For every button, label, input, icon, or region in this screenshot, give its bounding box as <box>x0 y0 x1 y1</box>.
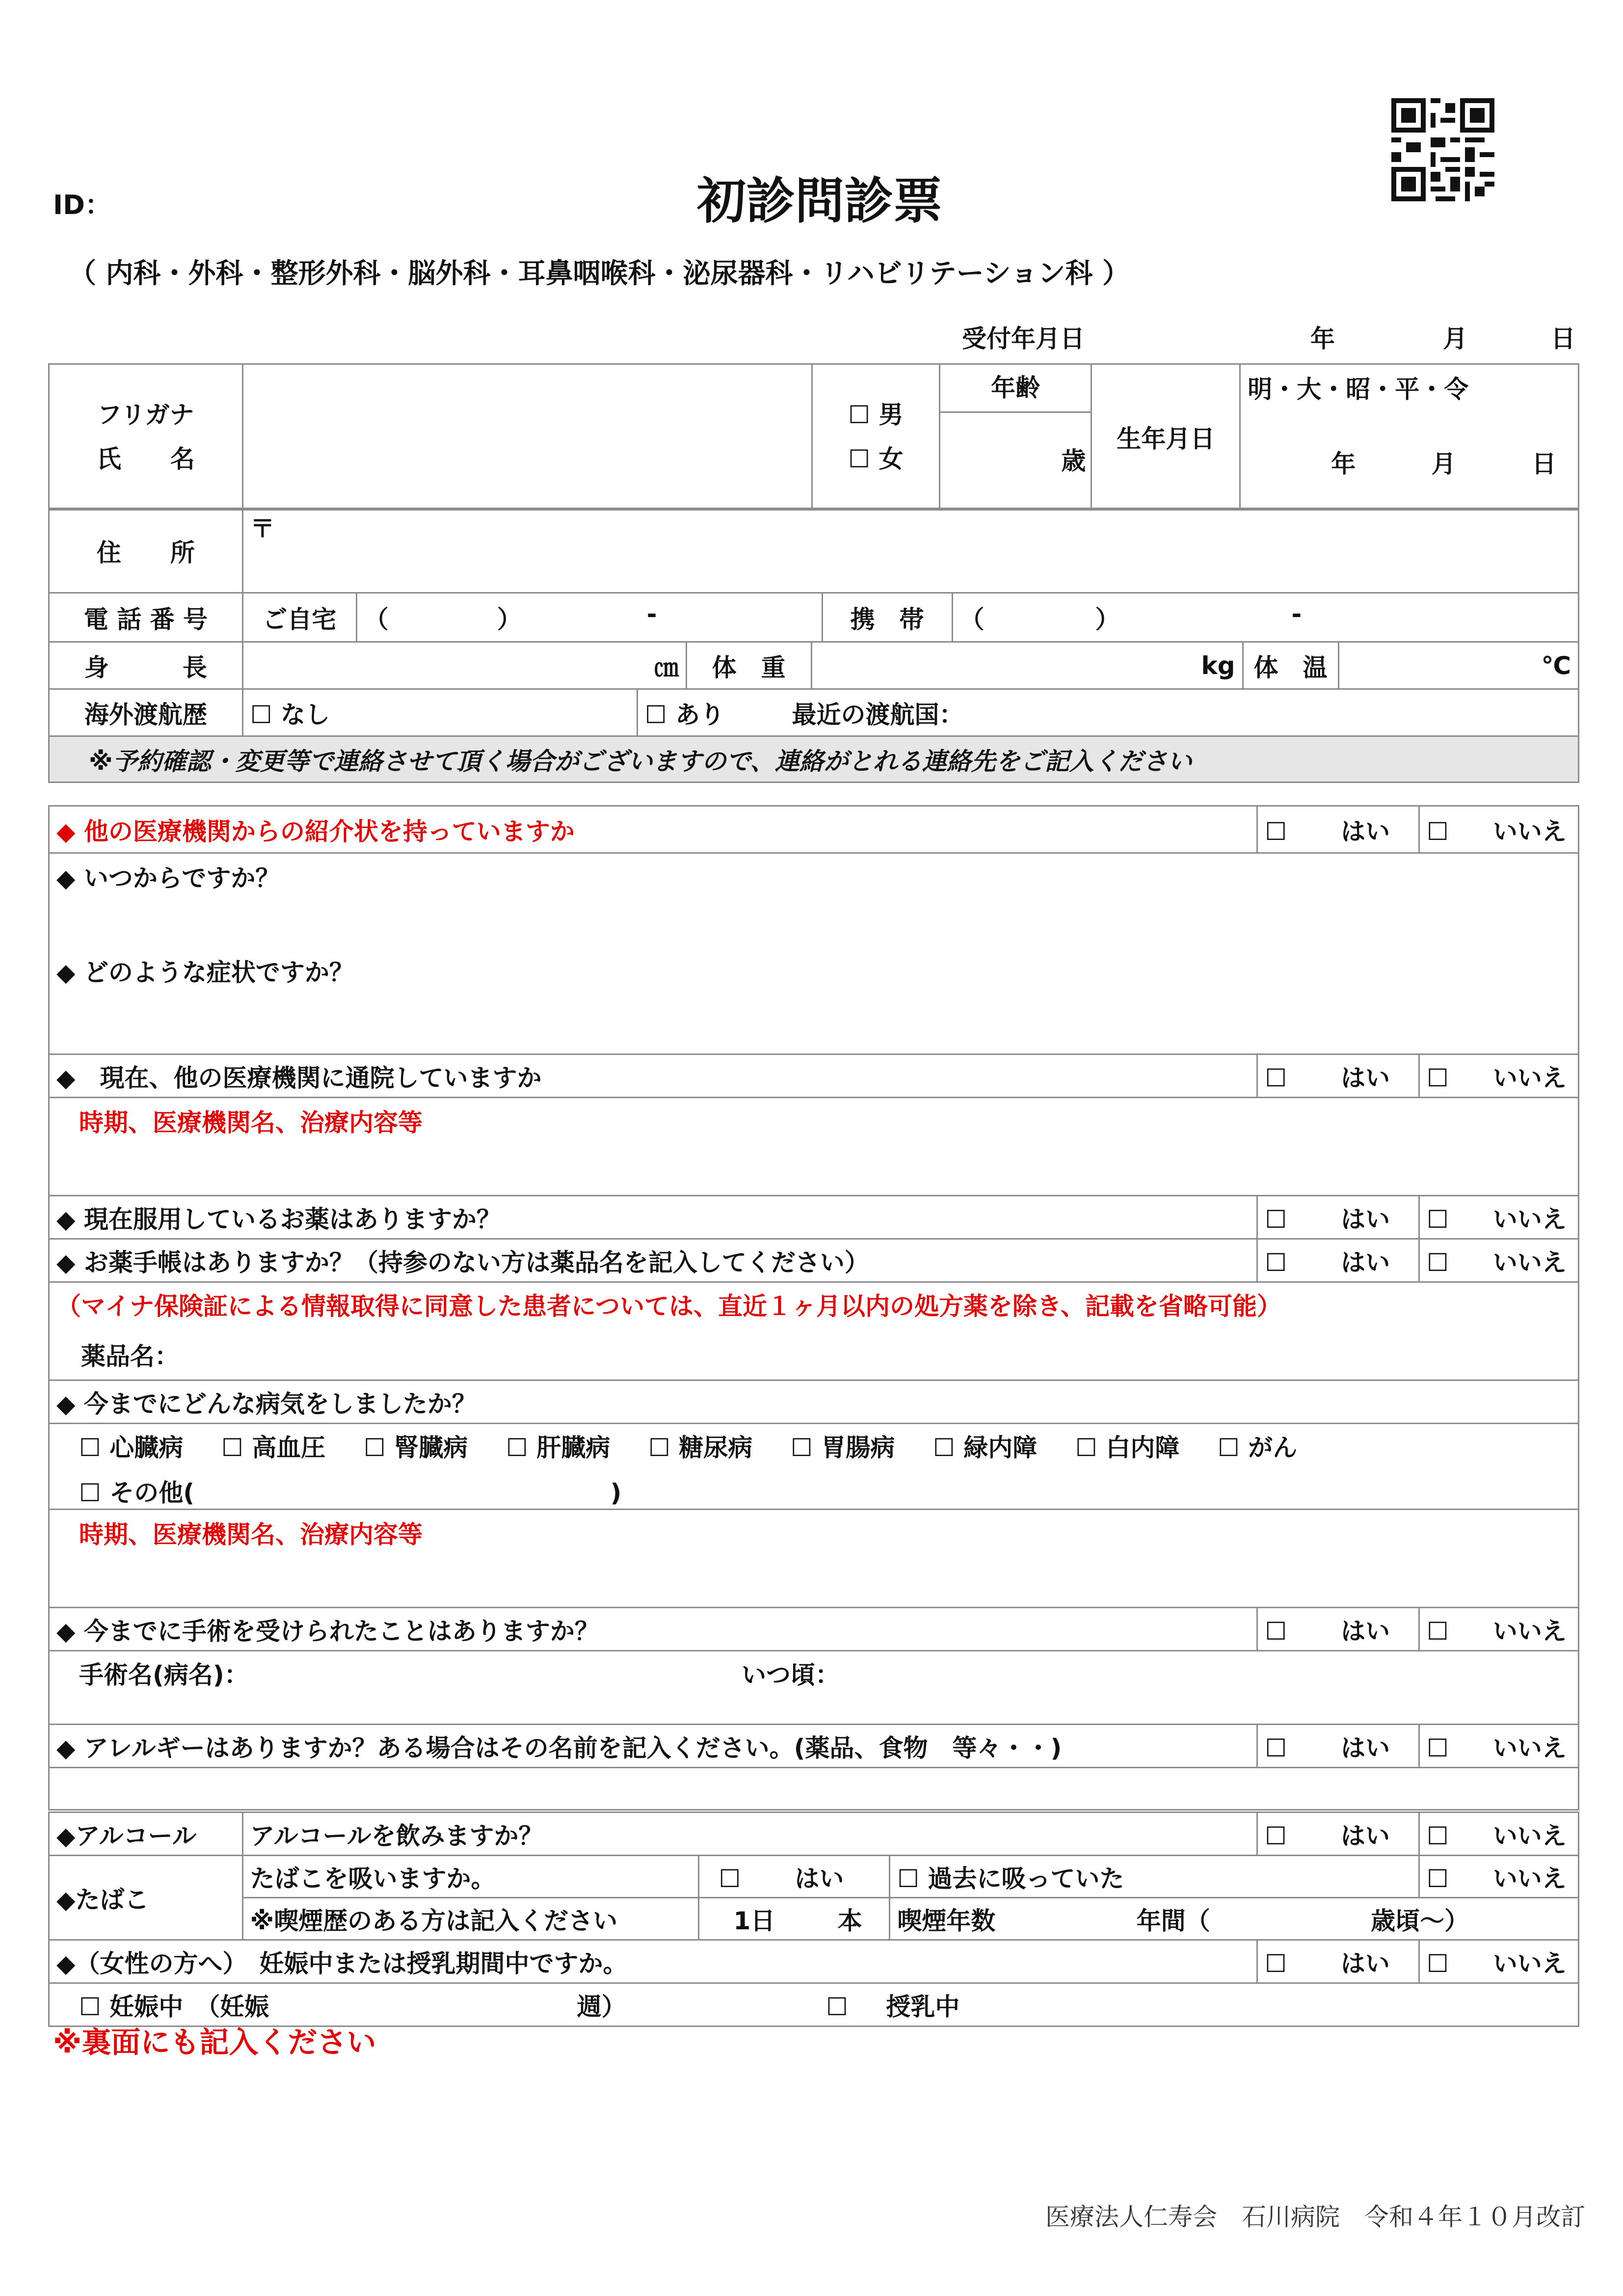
back-side-note: ※裏面にも記入ください <box>53 2026 376 2060</box>
illness-checkbox[interactable]: ☐ 腎臓病 <box>364 1433 468 1462</box>
temp-unit: ℃ <box>1541 651 1571 680</box>
qr-code-icon <box>1391 98 1494 201</box>
pregnancy-yes[interactable]: ☐ はい <box>1257 1940 1419 1983</box>
mobile-phone-field[interactable] <box>952 593 1578 642</box>
height-field[interactable] <box>242 642 686 689</box>
notebook-yes[interactable]: ☐ はい <box>1257 1239 1419 1282</box>
travel-none-checkbox[interactable]: ☐ なし <box>242 689 637 736</box>
travel-label: 海外渡航歴 <box>49 689 243 736</box>
temp-label: 体 温 <box>1243 642 1338 689</box>
weight-label: 体 重 <box>686 642 811 689</box>
weeks-label: 週） <box>577 1992 626 2021</box>
height-label: 身 長 <box>49 642 243 689</box>
other-clinic-yes[interactable]: ☐ はい <box>1257 1054 1419 1098</box>
q-pregnancy: ◆（女性の方へ） 妊娠中または授乳期間中ですか。 <box>49 1940 1257 1983</box>
birth-day: 日 <box>1531 450 1556 478</box>
q-since: ◆ いつからですか？ <box>56 864 280 892</box>
tobacco-label: ◆たばこ <box>49 1856 243 1940</box>
other-clinic-detail-label: 時期、医療機関名、治療内容等 <box>79 1108 423 1137</box>
surgery-detail-field[interactable] <box>49 1651 1579 1725</box>
home-dash: - <box>646 599 657 628</box>
mobile-dash: - <box>1291 599 1302 628</box>
mobile-paren-close: ） <box>1095 605 1120 634</box>
reception-month: 月 <box>1443 324 1467 353</box>
allergy-detail-field[interactable] <box>49 1768 1579 1810</box>
pregnancy-detail <box>49 1983 1579 2026</box>
id-label: ID： <box>53 189 111 220</box>
q-medication: ◆ 現在服用しているお薬はありますか？ <box>49 1196 1257 1239</box>
illness-checkbox[interactable]: ☐ 白内障 <box>1075 1433 1180 1462</box>
era-options[interactable]: 明・大・昭・平・令 <box>1248 375 1469 404</box>
address-field[interactable] <box>242 509 1578 593</box>
illness-checkbox[interactable]: ☐ 胃腸病 <box>791 1433 895 1462</box>
birth-year: 年 <box>1331 450 1356 478</box>
illness-detail-field[interactable] <box>49 1510 1579 1608</box>
mobile-label: 携 帯 <box>822 593 952 642</box>
tobacco-years-label: 喫煙年数 <box>897 1906 996 1935</box>
pregnant-checkbox[interactable]: ☐ 妊娠中 （妊娠 <box>79 1992 269 2021</box>
allergy-no[interactable]: ☐ いいえ <box>1419 1725 1579 1768</box>
illness-checkbox[interactable]: ☐ 心臓病 <box>79 1433 184 1462</box>
tobacco-note: ※喫煙歴のある方は記入ください <box>242 1898 698 1940</box>
tobacco-day-label: 1日 <box>733 1906 775 1935</box>
referral-yes[interactable]: ☐ はい <box>1257 806 1419 853</box>
phone-label: 電 話 番 号 <box>49 593 243 642</box>
address-table <box>48 508 1579 594</box>
q-illness: ◆ 今までにどんな病気をしましたか？ <box>49 1380 1579 1424</box>
patient-info-table <box>48 363 1579 511</box>
illness-options <box>49 1424 1579 1510</box>
sex-cell <box>812 364 939 510</box>
illness-checkbox[interactable]: ☐ 肝臓病 <box>506 1433 611 1462</box>
weight-field[interactable] <box>811 642 1243 689</box>
surgery-name-label: 手術名(病名)： <box>79 1661 249 1689</box>
tobacco-past-checkbox[interactable]: ☐ 過去に吸っていた <box>890 1856 1419 1898</box>
temp-field[interactable] <box>1338 642 1578 689</box>
hospital-footer: 医療法人仁寿会 石川病院 令和４年１０月改訂 <box>1045 2203 1585 2231</box>
allergy-yes[interactable]: ☐ はい <box>1257 1725 1419 1768</box>
reception-day: 日 <box>1551 324 1575 353</box>
age-label: 年齢 <box>940 365 1091 413</box>
mynumber-note: （マイナ保険証による情報取得に同意した患者については、直近１ヶ月以内の処方薬を除き、記載を省略可能） <box>56 1292 1281 1321</box>
surgery-when-label: いつ頃： <box>742 1661 840 1689</box>
address-label: 住 所 <box>49 509 243 593</box>
tobacco-years-unit: 年間（ <box>1136 1906 1210 1935</box>
tobacco-count-unit: 本 <box>837 1906 862 1935</box>
q-alcohol: アルコールを飲みますか？ <box>242 1812 1257 1856</box>
drug-name-field[interactable] <box>49 1282 1579 1380</box>
surgery-yes[interactable]: ☐ はい <box>1257 1608 1419 1651</box>
name-label-cell <box>49 364 243 510</box>
contact-table <box>48 592 1579 643</box>
birth-label: 生年月日 <box>1091 364 1240 510</box>
reception-label: 受付年月日 <box>962 324 1085 353</box>
alcohol-yes[interactable]: ☐ はい <box>1257 1812 1419 1856</box>
drug-name-label: 薬品名： <box>81 1342 179 1371</box>
questions-table <box>48 805 1579 1810</box>
travel-country-label: 最近の渡航国： <box>792 700 964 729</box>
name-label: 氏 名 <box>96 445 195 473</box>
illness-list <box>79 1428 1571 1463</box>
male-checkbox[interactable]: ☐ 男 <box>848 401 904 429</box>
q-other-clinic: ◆ 現在、他の医療機関に通院していますか <box>49 1054 1257 1098</box>
age-cell <box>939 364 1091 510</box>
medication-no[interactable]: ☐ いいえ <box>1419 1196 1579 1239</box>
home-label: ご自宅 <box>242 593 356 642</box>
page-title: 初診問診票 <box>697 172 942 230</box>
symptom-field[interactable] <box>49 853 1579 1054</box>
contact-note: ※予約確認・変更等で連絡させて頂く場合がございますので、連絡がとれる連絡先をご記入ください <box>49 736 1579 783</box>
nursing-label: 授乳中 <box>886 1992 960 2021</box>
female-checkbox[interactable]: ☐ 女 <box>848 445 904 473</box>
referral-no[interactable]: ☐ いいえ <box>1419 806 1579 853</box>
tobacco-years-field[interactable] <box>890 1898 1579 1940</box>
q-allergy: ◆ アレルギーはありますか？ある場合はその名前を記入ください。(薬品、食物 等々・・) <box>49 1725 1257 1768</box>
q-referral: ◆ 他の医療機関からの紹介状を持っていますか <box>49 806 1257 853</box>
height-unit: ㎝ <box>654 653 679 682</box>
home-paren-close: ） <box>497 605 522 634</box>
habits-table <box>48 1811 1579 2027</box>
other-clinic-detail-field[interactable] <box>49 1098 1579 1196</box>
tobacco-yes[interactable]: ☐ はい <box>698 1856 890 1898</box>
travel-yes-cell[interactable] <box>637 689 1578 736</box>
illness-checkbox[interactable]: ☐ がん <box>1218 1433 1298 1462</box>
tobacco-no[interactable]: ☐ いいえ <box>1419 1856 1578 1898</box>
name-field[interactable] <box>242 364 812 510</box>
illness-other-close: ) <box>610 1479 622 1507</box>
postal-mark: 〒 <box>250 514 275 543</box>
alcohol-label: ◆アルコール <box>49 1812 243 1856</box>
travel-table <box>48 688 1579 783</box>
illness-other-checkbox[interactable]: ☐ その他( <box>79 1479 195 1507</box>
weight-unit: kg <box>1201 651 1235 680</box>
furigana-label: フリガナ <box>97 401 194 429</box>
q-tobacco: たばこを吸いますか。 <box>242 1856 698 1898</box>
q-symptoms: ◆ どのような症状ですか？ <box>56 958 354 987</box>
home-phone-field[interactable] <box>356 593 822 642</box>
tobacco-count-field[interactable] <box>698 1898 890 1940</box>
alcohol-no[interactable]: ☐ いいえ <box>1419 1812 1578 1856</box>
reception-year: 年 <box>1310 324 1335 353</box>
body-table <box>48 641 1579 690</box>
surgery-no[interactable]: ☐ いいえ <box>1419 1608 1579 1651</box>
tobacco-age-unit: 歳頃〜） <box>1371 1906 1469 1935</box>
other-clinic-no[interactable]: ☐ いいえ <box>1419 1054 1579 1098</box>
q-notebook: ◆ お薬手帳はありますか？（持参のない方は薬品名を記入してください） <box>49 1239 1257 1282</box>
home-paren-open: （ <box>364 605 389 634</box>
age-unit[interactable]: 歳 <box>1061 447 1086 475</box>
illness-detail-label: 時期、医療機関名、治療内容等 <box>79 1520 423 1549</box>
travel-yes-checkbox[interactable]: ☐ あり <box>644 700 725 729</box>
illness-checkbox[interactable]: ☐ 緑内障 <box>933 1433 1038 1462</box>
medication-yes[interactable]: ☐ はい <box>1257 1196 1419 1239</box>
departments: （ 内科・外科・整形外科・脳外科・耳鼻咽喉科・泌尿器科・リハビリテーション科 ） <box>69 258 1130 290</box>
illness-checkbox[interactable]: ☐ 高血圧 <box>221 1433 326 1462</box>
q-surgery: ◆ 今までに手術を受けられたことはありますか？ <box>49 1608 1257 1651</box>
birth-date-field[interactable] <box>1240 364 1579 510</box>
mobile-paren-open: （ <box>959 605 984 634</box>
illness-checkbox[interactable]: ☐ 糖尿病 <box>648 1433 753 1462</box>
notebook-no[interactable]: ☐ いいえ <box>1419 1239 1579 1282</box>
birth-month: 月 <box>1431 450 1456 478</box>
nursing-checkbox[interactable]: ☐ <box>826 1992 848 2021</box>
pregnancy-no[interactable]: ☐ いいえ <box>1419 1940 1578 1983</box>
